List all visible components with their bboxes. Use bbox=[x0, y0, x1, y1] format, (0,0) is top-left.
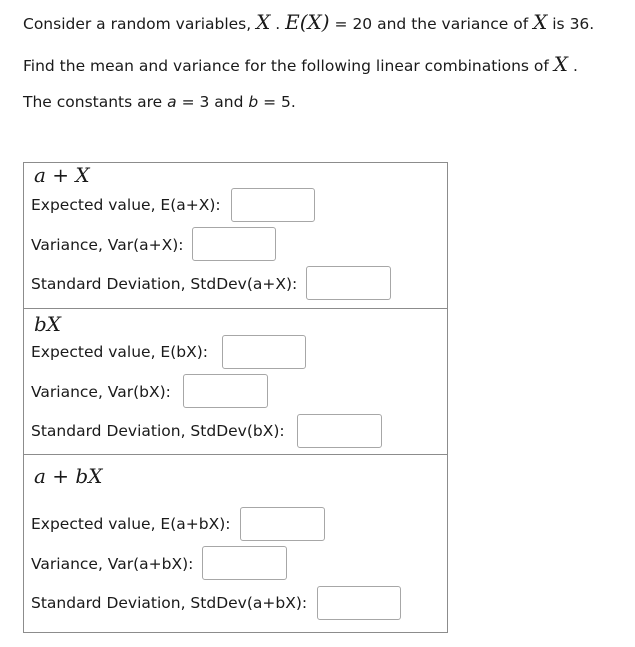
intro-text: The constants are bbox=[23, 93, 168, 111]
answer-table bbox=[23, 162, 448, 633]
field-label: Expected value, E(bX): bbox=[31, 343, 209, 361]
constant-a: a bbox=[167, 93, 177, 111]
row-expected-a-plus-x bbox=[31, 196, 221, 214]
row-variance-a-plus-x bbox=[31, 236, 184, 254]
section-bx bbox=[24, 308, 447, 455]
section-heading: a + X bbox=[34, 163, 90, 187]
math-variable: X bbox=[533, 10, 548, 34]
field-label: Variance, Var(bX): bbox=[31, 383, 171, 401]
field-label: Variance, Var(a+X): bbox=[31, 236, 184, 254]
expected-value-a-plus-x-input[interactable] bbox=[231, 188, 315, 222]
intro-text: Find the mean and variance for the following linear combinations of bbox=[23, 57, 554, 75]
section-heading: bX bbox=[34, 312, 62, 336]
math-variable: X bbox=[553, 52, 569, 76]
row-expected-a-plus-bx bbox=[31, 515, 231, 533]
intro-text: is 36. bbox=[547, 15, 595, 33]
row-expected-bx bbox=[31, 343, 208, 361]
row-stddev-a-plus-bx bbox=[31, 594, 307, 612]
stddev-a-plus-bx-input[interactable] bbox=[317, 586, 401, 620]
math-expectation: E(X) bbox=[285, 10, 330, 34]
intro-text: = 5. bbox=[258, 93, 296, 111]
expected-value-bx-input[interactable] bbox=[222, 335, 306, 369]
field-label: Standard Deviation, StdDev(bX): bbox=[31, 422, 285, 440]
row-stddev-a-plus-x bbox=[31, 275, 297, 293]
constant-b: b bbox=[248, 93, 259, 111]
field-label: Expected value, E(a+bX): bbox=[31, 515, 231, 533]
section-a-plus-x bbox=[24, 163, 447, 308]
field-label: Expected value, E(a+X): bbox=[31, 196, 221, 214]
stddev-bx-input[interactable] bbox=[297, 414, 382, 448]
stddev-a-plus-x-input[interactable] bbox=[306, 266, 391, 300]
intro-line-1 bbox=[23, 10, 594, 34]
intro-text: = 20 and the variance of bbox=[329, 15, 534, 33]
row-variance-bx bbox=[31, 383, 171, 401]
math-variable: X bbox=[256, 10, 271, 34]
intro-text: Consider a random variables, bbox=[23, 15, 257, 33]
variance-bx-input[interactable] bbox=[183, 374, 268, 408]
field-label: Variance, Var(a+bX): bbox=[31, 555, 194, 573]
intro-line-3 bbox=[23, 93, 296, 111]
variance-a-plus-bx-input[interactable] bbox=[202, 546, 287, 580]
variance-a-plus-x-input[interactable] bbox=[192, 227, 276, 261]
field-label: Standard Deviation, StdDev(a+X): bbox=[31, 275, 298, 293]
section-heading: a + bX bbox=[34, 464, 103, 488]
row-variance-a-plus-bx bbox=[31, 555, 193, 573]
intro-text: = 3 and bbox=[176, 93, 249, 111]
row-stddev-bx bbox=[31, 422, 285, 440]
section-a-plus-bx bbox=[24, 454, 447, 633]
intro-text: . bbox=[270, 15, 286, 33]
field-label: Standard Deviation, StdDev(a+bX): bbox=[31, 594, 308, 612]
expected-value-a-plus-bx-input[interactable] bbox=[240, 507, 325, 541]
intro-text: . bbox=[568, 57, 578, 75]
intro-line-2 bbox=[23, 52, 578, 76]
